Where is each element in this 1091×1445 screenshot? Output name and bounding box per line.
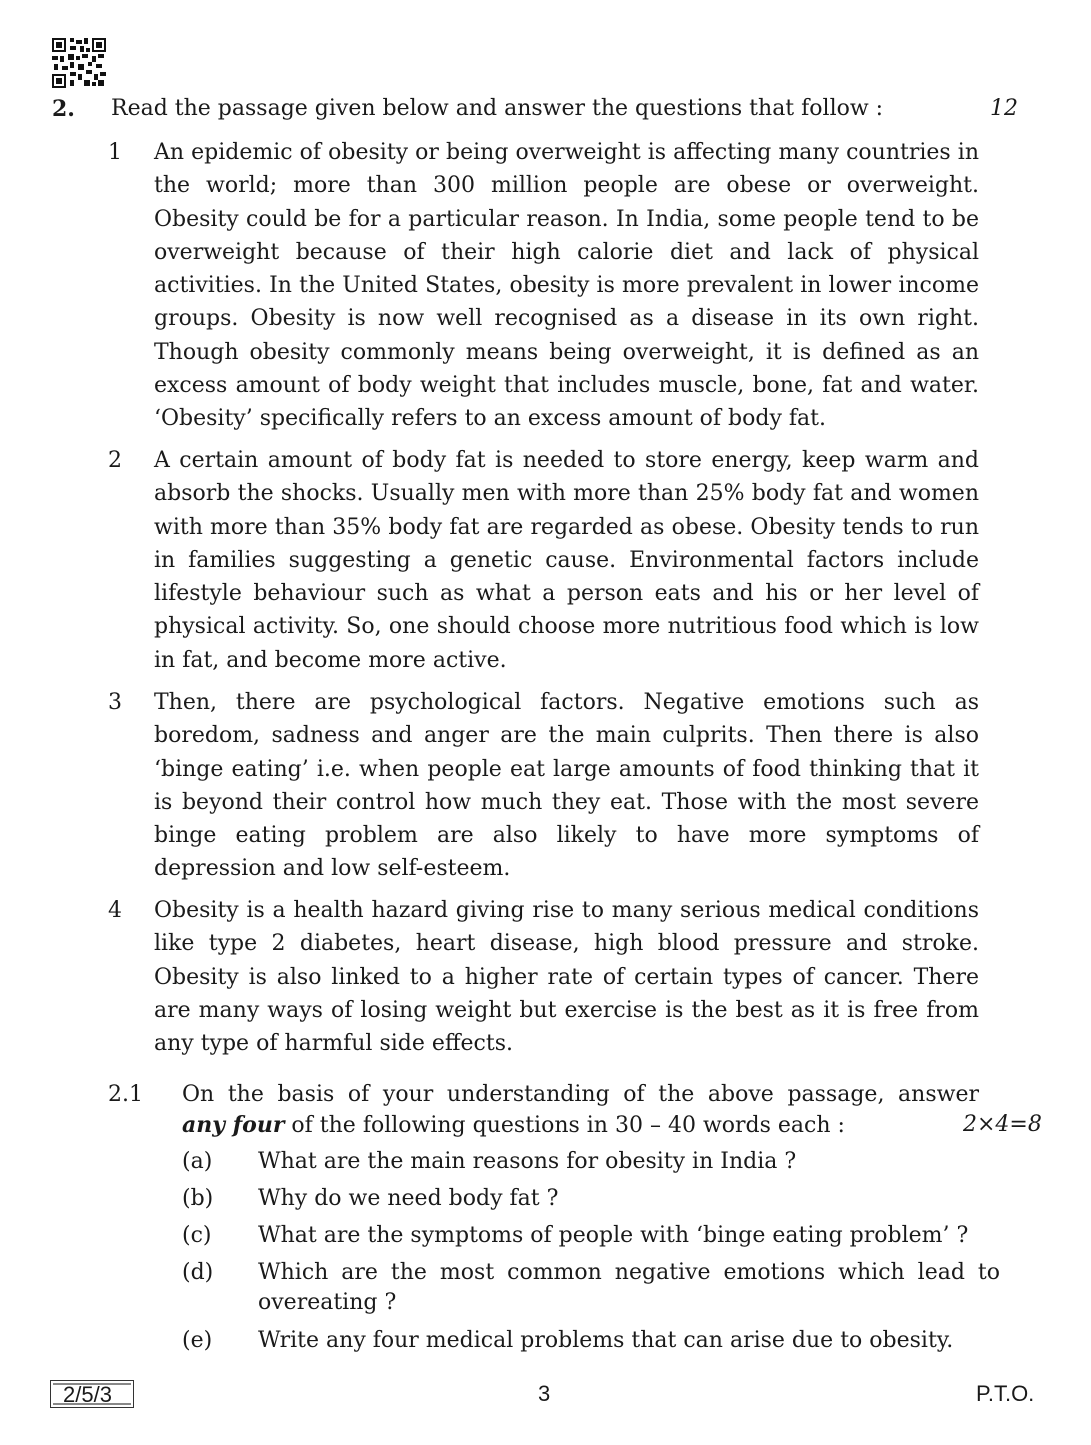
item-text: Write any four medical problems that can arise due to obesity. (258, 1328, 954, 1353)
question-header (0, 96, 1091, 126)
please-turn-over: P.T.O. (976, 1381, 1035, 1406)
subquestion-instruction: On the basis of your understanding of the above passage, answer (182, 1082, 979, 1107)
item-text: Which are the most common negative emotions which lead to overeating ? (258, 1260, 1000, 1315)
item-label: (c) (182, 1223, 212, 1248)
paragraph-text: Obesity is a health hazard giving rise to many serious medical conditions like type 2 diabetes, heart disease, high blood pressure and stroke. Obesity is also linked to a higher rate of certain types of cancer. There are many ways of losing weight but exercise is the best as it is free from any type of harmful side effects. (154, 898, 979, 1057)
paper-code: 2/5/3 (63, 1382, 112, 1407)
paragraph-number: 1 (108, 140, 122, 165)
item-text: What are the symptoms of people with ‘binge eating problem’ ? (258, 1223, 969, 1248)
subquestion-instruction-rest: of the following questions in 30 – 40 words each : (284, 1113, 845, 1138)
subquestion-number: 2.1 (108, 1082, 143, 1107)
item-label: (e) (182, 1328, 213, 1353)
item-text: What are the main reasons for obesity in India ? (258, 1149, 797, 1174)
paragraph-number: 3 (108, 690, 122, 715)
subquestion-emphasis: any four (182, 1112, 285, 1138)
subquestion-instruction-continued (182, 1110, 845, 1141)
paragraph-text: A certain amount of body fat is needed to store energy, keep warm and absorb the shocks. Usually men with more than 25% body fat and women with more than 35% body fat are regarded as obese. Obesity tends to run in families suggesting a genetic cause. Environmental factors include lifestyle behaviour such as what a person eats and his or her level of physical activity. So, one should choose more nutritious food which is low in fat, and become more active. (154, 448, 979, 673)
question-instruction: Read the passage given below and answer the questions that follow : (111, 96, 884, 121)
paragraph-text: An epidemic of obesity or being overweight is affecting many countries in the world; more than 300 million people are obese or overweight. Obesity could be for a particular reason. In India, some people tend to be overweight because of their high calorie diet and lack of physical activities. In the United States, obesity is more prevalent in lower income groups. Obesity is now well recognised as a disease in its own right. Though obesity commonly means being overweight, it is defined as an excess amount of body weight that includes muscle, bone, fat and water. ‘Obesity’ specifically refers to an excess amount of body fat. (154, 140, 979, 432)
paper-code-box (50, 1380, 134, 1408)
question-marks: 12 (990, 96, 1018, 121)
paragraph-number: 4 (108, 898, 122, 923)
question-number: 2. (52, 96, 75, 122)
page-number: 3 (538, 1381, 551, 1406)
item-label: (d) (182, 1260, 214, 1285)
subquestion-marks: 2×4=8 (963, 1112, 1042, 1137)
paragraph-text: Then, there are psychological factors. Negative emotions such as boredom, sadness and anger are the main culprits. Then there is also ‘binge eating’ i.e. when people eat large amounts of food thinking that it is beyond their control how much they eat. Those with the most severe binge eating problem are also likely to have more symptoms of depression and low self-esteem. (154, 690, 979, 882)
item-label: (a) (182, 1149, 213, 1174)
paragraph-number: 2 (108, 448, 122, 473)
item-label: (b) (182, 1186, 214, 1211)
page-footer (0, 1380, 1091, 1410)
item-text: Why do we need body fat ? (258, 1186, 559, 1211)
qr-code-icon (52, 38, 106, 88)
